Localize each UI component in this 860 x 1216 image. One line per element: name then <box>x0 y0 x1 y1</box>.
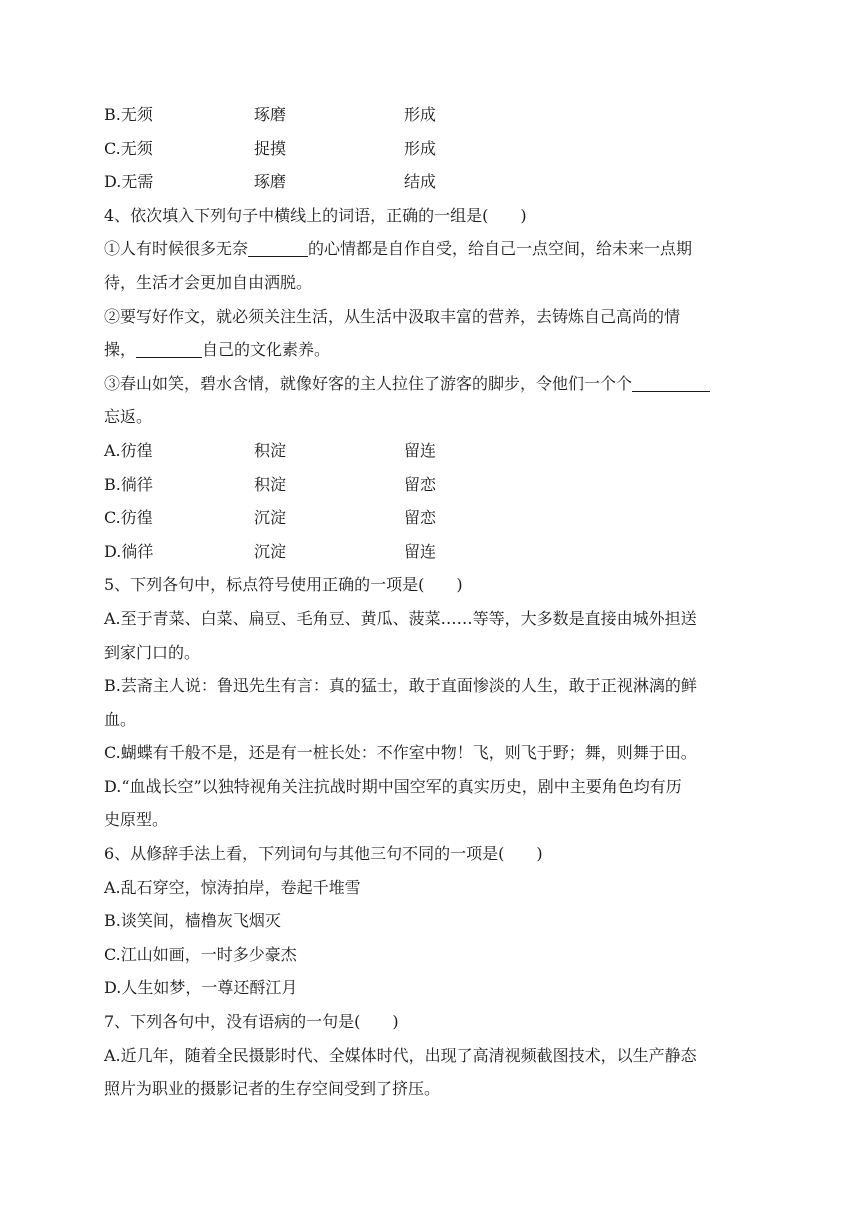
question-stem: 5、下列各句中，标点符号使用正确的一项是( ) <box>104 575 463 595</box>
sentence-text: ①人有时候很多无奈 <box>104 239 249 259</box>
option-c: C.江山如画，一时多少豪杰 <box>104 944 297 964</box>
option-word-1: 积淀 <box>254 474 287 494</box>
option-word-2: 留恋 <box>404 508 437 528</box>
q4-option-d <box>104 535 756 569</box>
fill-blank <box>136 337 202 358</box>
fill-blank <box>248 236 308 257</box>
q3-options <box>104 98 756 199</box>
option-word-1: 琢磨 <box>254 172 287 192</box>
option-b-line-1: B.芸斋主人说：鲁迅先生有言：真的猛士，敢于直面惨淡的人生，敢于正视淋漓的鲜 <box>104 676 697 696</box>
option-word-1: 积淀 <box>254 440 287 460</box>
sentence-3-line-1 <box>104 367 756 401</box>
question-5 <box>104 568 756 837</box>
option-label: A.彷徨 <box>104 440 153 460</box>
sentence-text: 自己的文化素养。 <box>202 340 331 360</box>
q4-option-c <box>104 501 756 535</box>
option-word-2: 形成 <box>404 105 437 124</box>
fill-blank <box>632 371 710 392</box>
option-b-line-2: 血。 <box>104 709 137 729</box>
option-a-line-2: 照片为职业的摄影记者的生存空间受到了挤压。 <box>104 1079 441 1099</box>
option-word-2: 留连 <box>404 541 437 561</box>
option-c-line-1: C.蝴蝶有千般不是，还是有一桩长处：不作室中物！飞，则飞于野；舞，则舞于田。 <box>104 743 697 763</box>
option-d-line-2: 史原型。 <box>104 810 169 830</box>
sentence-text: ③春山如笑，碧水含情，就像好客的主人拉住了游客的脚步，令他们一个个 <box>104 373 633 393</box>
option-d: D.人生如梦，一尊还酹江月 <box>104 978 298 998</box>
sentence-3-line-2: 忘返。 <box>104 407 153 427</box>
sentence-1-line-1 <box>104 232 756 266</box>
question-6 <box>104 837 756 1005</box>
sentence-1-line-2: 待，生活才会更加自由洒脱。 <box>104 272 313 292</box>
sentence-2-line-2 <box>104 333 756 367</box>
option-a-line-2: 到家门口的。 <box>104 642 201 662</box>
q3-option-c <box>104 132 756 166</box>
option-word-1: 捉摸 <box>254 138 287 158</box>
q4-option-b <box>104 468 756 502</box>
option-label: B.无须 <box>104 105 153 124</box>
question-stem: 7、下列各句中，没有语病的一句是( ) <box>104 1012 399 1032</box>
question-stem: 4、依次填入下列句子中横线上的词语，正确的一组是( ) <box>104 205 527 225</box>
option-label: C.无须 <box>104 138 153 158</box>
sentence-text: 的心情都是自作自受，给自己一点空间，给未来一点期 <box>308 239 693 259</box>
exam-page <box>104 98 756 1106</box>
option-label: D.无需 <box>104 172 154 192</box>
option-word-1: 沉淀 <box>254 508 287 528</box>
option-b: B.谈笑间，樯橹灰飞烟灭 <box>104 911 281 931</box>
question-stem: 6、从修辞手法上看，下列词句与其他三句不同的一项是( ) <box>104 844 543 864</box>
question-4 <box>104 199 756 569</box>
option-label: C.彷徨 <box>104 508 153 528</box>
option-label: D.徜徉 <box>104 541 154 561</box>
sentence-2-line-1: ②要写好作文，就必须关注生活，从生活中汲取丰富的营养，去铸炼自己高尚的情 <box>104 306 681 326</box>
option-a-line-1: A.近几年，随着全民摄影时代、全媒体时代，出现了高清视频截图技术，以生产静态 <box>104 1045 697 1065</box>
option-word-1: 沉淀 <box>254 541 287 561</box>
question-7 <box>104 1005 756 1106</box>
sentence-text: 操， <box>104 340 137 360</box>
option-a: A.乱石穿空，惊涛拍岸，卷起千堆雪 <box>104 877 361 897</box>
option-word-2: 形成 <box>404 138 437 158</box>
option-word-1: 琢磨 <box>254 105 287 124</box>
option-word-2: 结成 <box>404 172 437 192</box>
q4-option-a <box>104 434 756 468</box>
option-label: B.徜徉 <box>104 474 153 494</box>
q3-option-d <box>104 165 756 199</box>
option-d-line-1: D.“血战长空”以独特视角关注抗战时期中国空军的真实历史，剧中主要角色均有历 <box>104 776 682 796</box>
option-word-2: 留连 <box>404 440 437 460</box>
q3-option-b <box>104 98 756 132</box>
option-a-line-1: A.至于青菜、白菜、扁豆、毛角豆、黄瓜、菠菜……等等，大多数是直接由城外担送 <box>104 608 697 628</box>
option-word-2: 留恋 <box>404 474 437 494</box>
